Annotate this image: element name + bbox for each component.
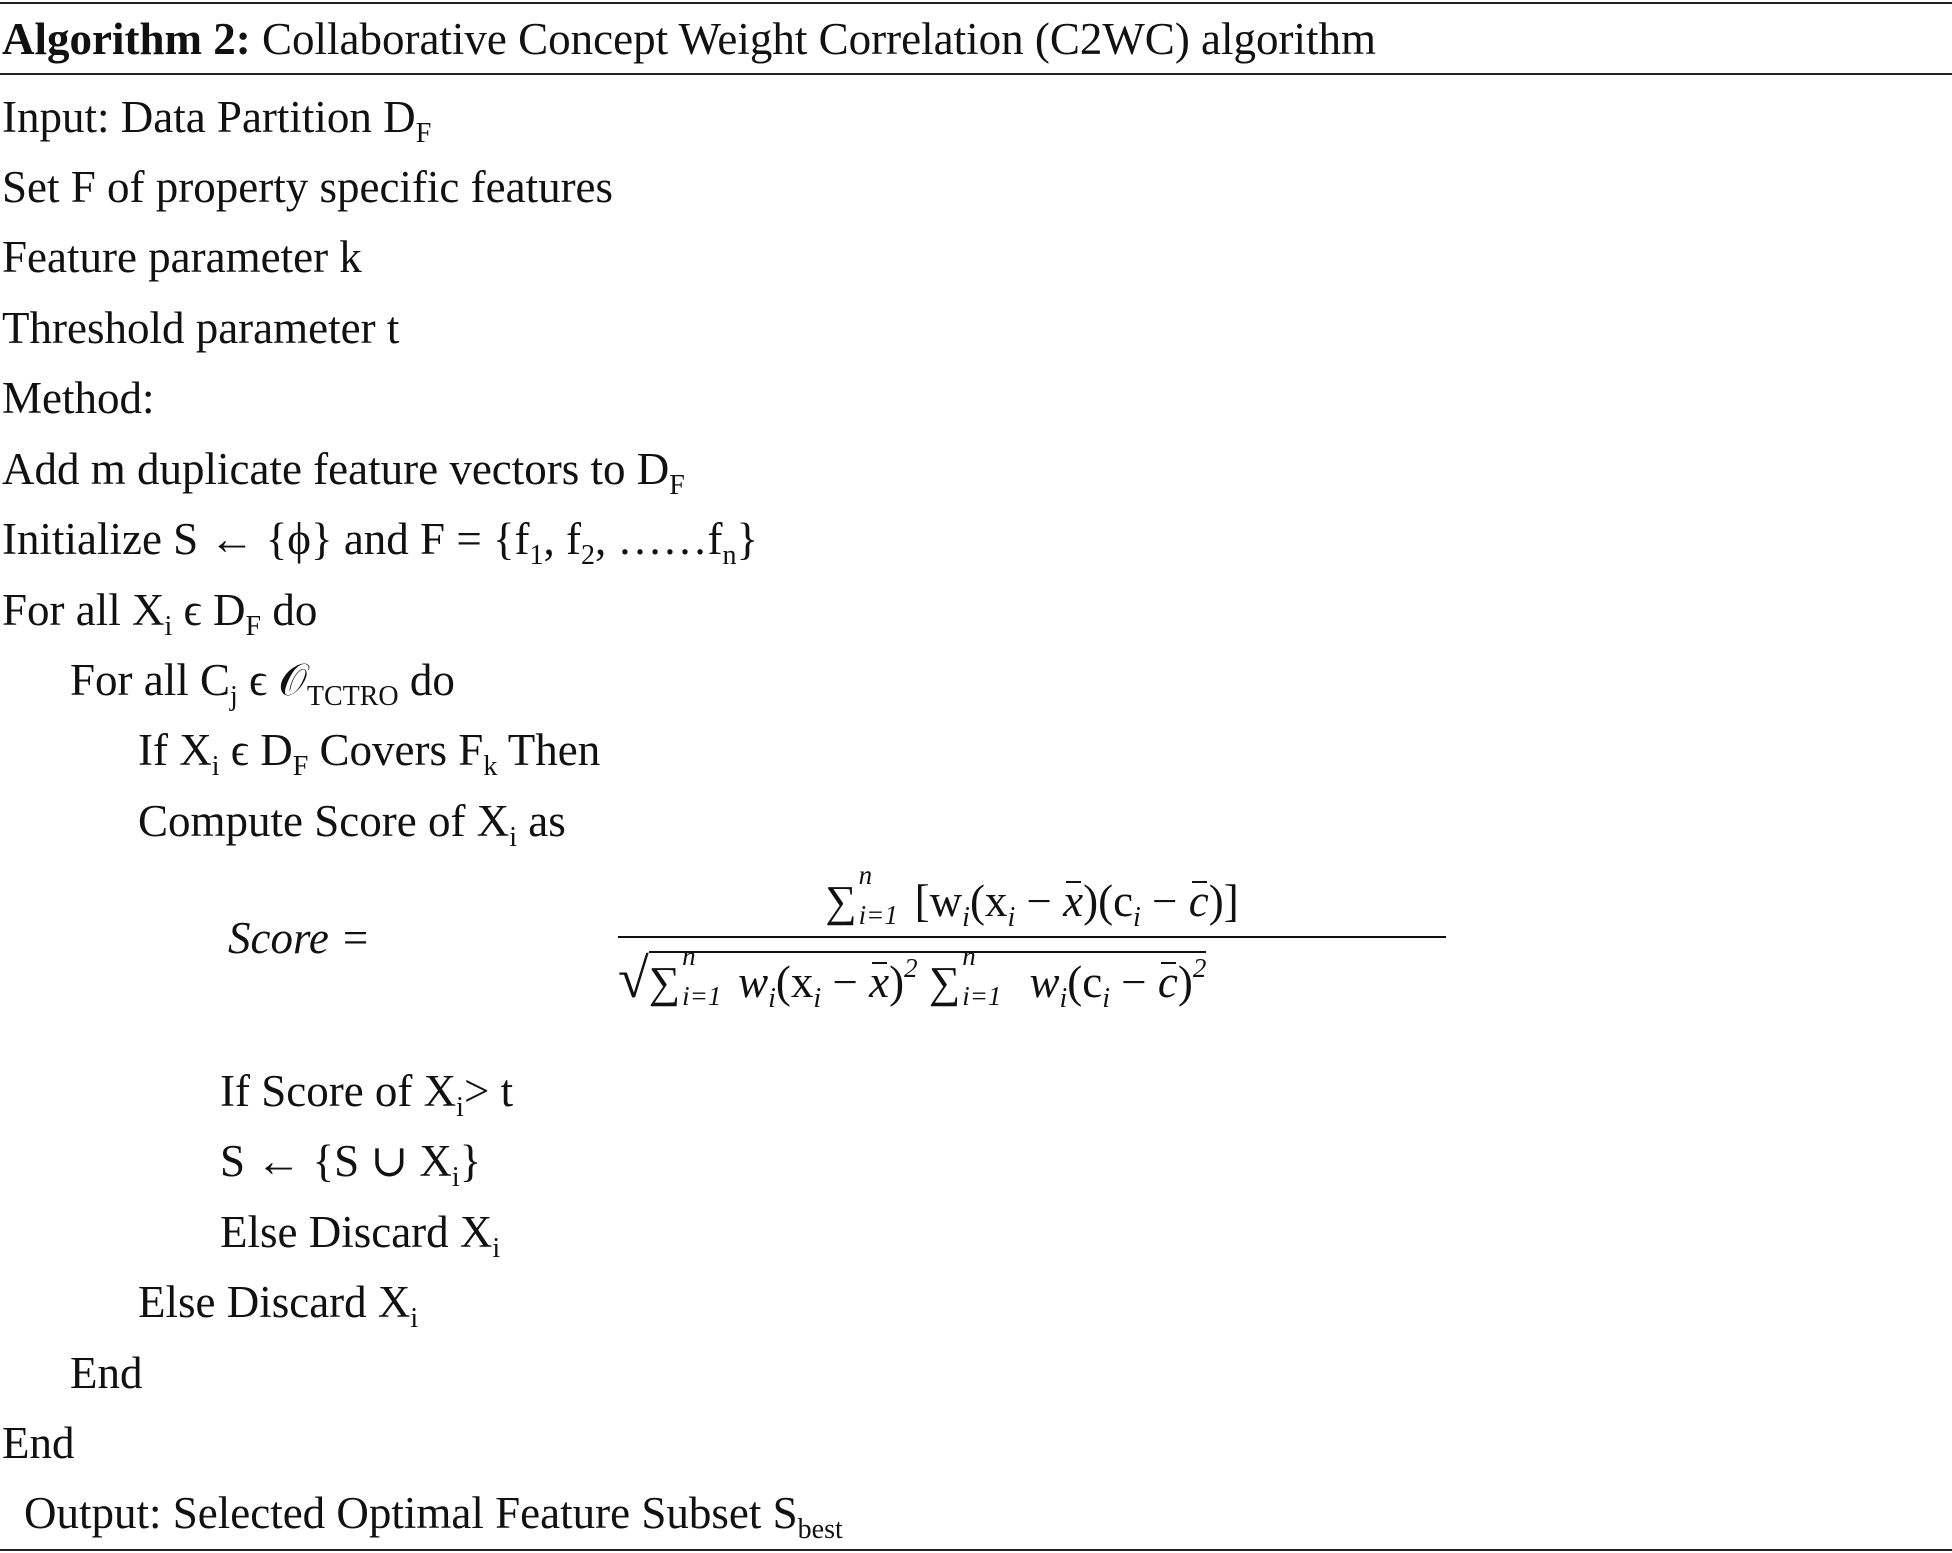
set-f-line: Set F of property specific features [2,162,614,212]
score-formula [228,860,1239,1045]
s-union-line: S ← {S ∪ $X_i$} [220,1136,482,1193]
initialize-line: Initialize S ← {ϕ} and $F = \{f_1$, $f_2$, $\dots\dots f_n$} [2,514,759,571]
algorithm-label: Algorithm 2: [2,14,251,64]
formula-denominator: √∑ n i=1 $w_i(x_i - x)^2$ ∑ n i=1 $w_i(c_i - c)^2$ [618,941,1207,1014]
top-rule [0,2,1952,4]
bottom-rule [0,1549,1952,1551]
if-score-line: If Score of $X_i> t$ [220,1066,514,1123]
method-line: Method: [2,373,155,423]
formula-lhs: Score = [228,913,371,963]
else-discard-inner-line: Else Discard $X_i$ [220,1207,501,1264]
input-line: Input: Data Partition $D_F$ [2,92,432,149]
end-inner-line: End [70,1348,143,1398]
for-all-xi-line: For all $X_i$ ϵ $D_F$ do [2,585,318,642]
else-discard-outer-line: Else Discard $X_i$ [138,1277,419,1334]
output-line: Output: Selected Optimal Feature Subset $S_{best}$ [24,1488,843,1545]
feature-parameter-line: Feature parameter k [2,232,362,282]
if-covers-line: If $X_i$ ϵ $D_F$ Covers $F_k$ Then [138,725,601,782]
end-outer-line: End [2,1418,75,1468]
algorithm-title [2,14,1377,64]
formula-numerator: ∑ n i=1 $[w_i(x_i - x)(c_i - c)]$ [825,860,1239,933]
algorithm-name: Collaborative Concept Weight Correlation (C2WC) algorithm [261,14,1377,64]
compute-score-line: Compute Score of $X_i$ as [138,796,566,853]
fraction-bar [618,936,1446,938]
threshold-parameter-line: Threshold parameter t [2,303,400,353]
header-rule [0,73,1952,75]
for-all-cj-line: For all $C_j$ ϵ 𝒪$_{TCTRO}$ do [70,655,455,712]
add-duplicate-line: Add m duplicate feature vectors to $D_F$ [2,444,685,501]
